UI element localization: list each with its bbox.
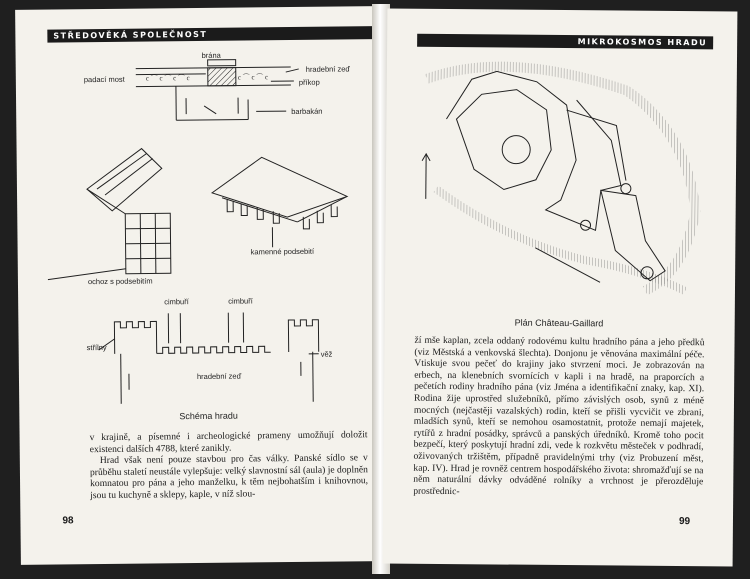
label-merlon-2: cimbuří (228, 296, 253, 306)
label-merlon-1: cimbuří (164, 297, 189, 307)
right-paragraph: ží mše kaplan, zcela oddaný rodovému kultu hradního pána a jeho předků (viz Městská a venkovská šlechta). Donjonu je věnována maximální péče. Vtiskuje svou pečeť do krajiny jako stvrzení moci. Je zobrazován na erbech, na klenebních svornících v kapli i na hradě, na praporcích a pečetích rodiny hradního pána (viz Jména a identifikační znaky, kap. XI). Rodina žije uprostřed služebníků, přímo závislých osob, synů z méně mocných (nejčastěji vazalských) rodin, kteří se přišli vycvičit ve zbrani, mladších synů, kteří se nemohou osamostatnit, protože nemají majetek, rytířů z hradní posádky, správců a panských úředníků. Kromě toho pocit bezpečí, který poskytují hradní zdi, vede k rozkvětu městeček v podhradí, oživovaných tržištěm, případně pravidelnými trhy (viz Probuzení měst, kap. IV). Hrad je rovněž centrem hospodářského života: shromažďují se na něm naturální dávky odváděné rolníky a vrchnost je přerozděluje prostřednic- (413, 334, 705, 497)
label-tower: věž (320, 349, 333, 359)
label-stone-machicolation: kamenné podsebití (250, 246, 315, 257)
left-running-header: STŘEDOVĚKÁ SPOLEČNOST (47, 26, 373, 42)
label-curtain-wall: hradební zeď (196, 371, 242, 382)
right-figure-caption: Plán Château-Gaillard (514, 317, 604, 329)
left-body-text (90, 429, 369, 501)
left-paragraph-1: v krajině, a písemné i archeologické prameny umožňují doložit existenci dalších 4788, které zanikly. (89, 429, 368, 455)
label-arrow-slits: střílny (86, 342, 107, 353)
label-drawbridge: padací most (83, 74, 125, 85)
label-walkway: ochoz s podsebitím (87, 276, 153, 287)
label-gate: brána (201, 50, 221, 60)
label-barbican: barbakán (291, 106, 323, 117)
right-body-text (413, 335, 704, 500)
left-page (15, 6, 381, 565)
chateau-gaillard-plan (385, 8, 737, 291)
left-page-number: 98 (62, 515, 74, 527)
right-page-number: 99 (678, 516, 691, 528)
left-figure-caption: Schéma hradu (179, 410, 238, 422)
walkway-diagram (16, 136, 378, 290)
label-ditch: příkop (298, 77, 320, 87)
left-paragraph-2: Hrad však není pouze stavbou pro čas války. Panské sídlo se v průběhu staletí neustále vylepšuje: velký slavnostní sál (aula) je doplněn komnatou pro pána a jeho manželku, k těm nejbohatším i knihovnou, jsou tu kuchyně a sklepy, kaple, v níž slou- (89, 452, 369, 502)
svg-text:c ⌒ c ⌒ c: c ⌒ c ⌒ c (237, 73, 269, 82)
label-moat-wall: hradební zeď (305, 64, 351, 74)
right-running-header: MIKROKOSMOS HRADU (417, 34, 713, 50)
right-page (383, 8, 738, 566)
svg-text:c ⌒ c ⌒ c ⌒ c: c ⌒ c ⌒ c ⌒ c (145, 74, 190, 83)
